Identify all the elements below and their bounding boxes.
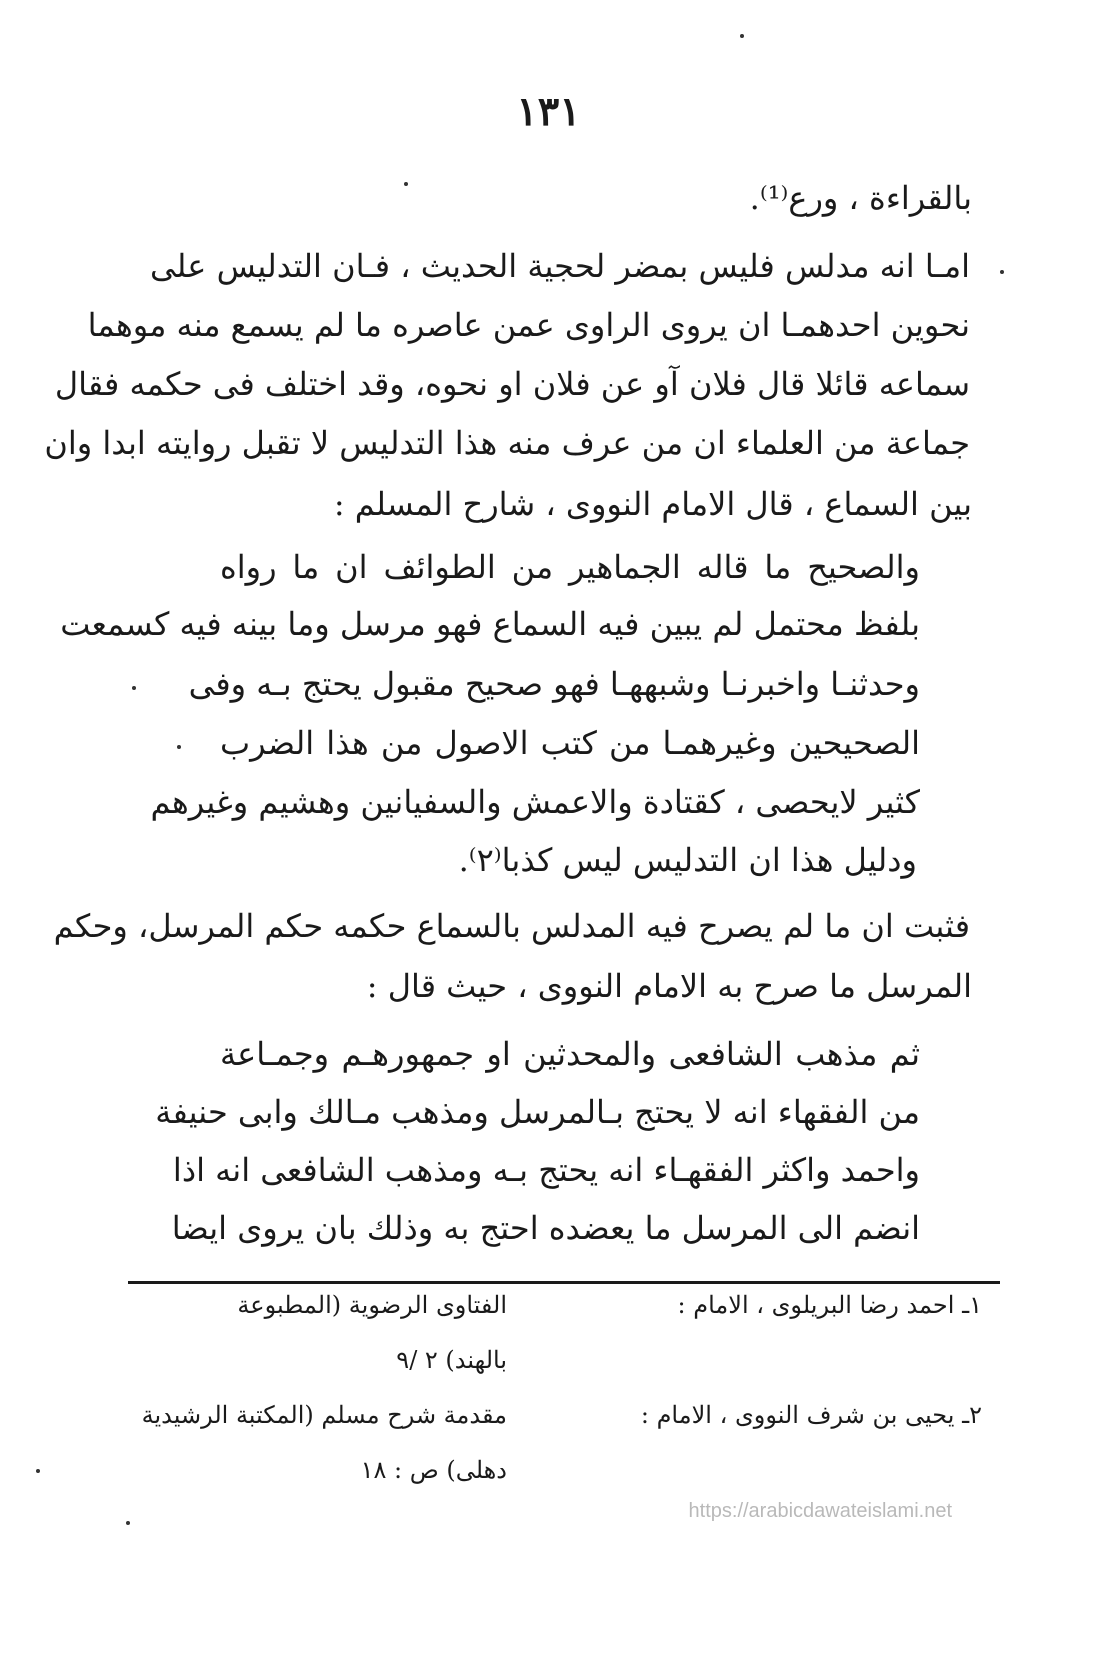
scan-speck: [126, 1521, 130, 1525]
footnote-divider: [128, 1281, 1000, 1284]
scan-speck: [1000, 270, 1004, 274]
footnote-source-continued: بالهند) ٢ /٩: [396, 1346, 507, 1374]
quote-line: وحدثنـا واخبرنـا وشبههـا فهو صحيح مقبول يحتج بـه وفى: [188, 665, 920, 703]
quote-line: والصحيح ما قاله الجماهير من الطوائف ان ما رواه: [220, 548, 920, 586]
text-line: بالقراءة ، ورع⁽¹⁾.: [749, 179, 972, 217]
text-line: نحوين احدهمـا ان يروى الراوى عمن عاصره ما لم يسمع منه موهما: [87, 306, 970, 344]
scan-speck: [404, 182, 408, 186]
watermark-url: https://arabicdawateislami.net: [688, 1500, 952, 1522]
quote-line: ثم مذهب الشافعى والمحدثين او جمهورهـم وجمـاعة: [220, 1035, 920, 1073]
quote-line: بلفظ محتمل لم يبين فيه السماع فهو مرسل وما بينه فيه كسمعت: [60, 605, 920, 643]
text-line: المرسل ما صرح به الامام النووى ، حيث قال :: [366, 967, 972, 1005]
text-line: بين السماع ، قال الامام النووى ، شارح المسلم :: [333, 485, 972, 523]
text-line: جماعة من العلماء ان من عرف منه هذا التدليس لا تقبل روايته ابدا وان: [44, 424, 970, 462]
footnote-author: ١ـ احمد رضا البريلوى ، الامام :: [677, 1291, 982, 1319]
footnote-source: الفتاوى الرضوية (المطبوعة: [237, 1291, 507, 1319]
quote-line: كثير لايحصى ، كقتادة والاعمش والسفيانين وهشيم وغيرهم: [150, 783, 920, 821]
page-number: ١٣١: [516, 88, 581, 135]
footnote-source: مقدمة شرح مسلم (المكتبة الرشيدية: [141, 1401, 507, 1429]
text-line: فثبت ان ما لم يصرح فيه المدلس بالسماع حكمه حكم المرسل، وحكم: [53, 907, 970, 945]
text-line: سماعه قائلا قال فلان آو عن فلان او نحوه، وقد اختلف فى حكمه فقال: [54, 365, 970, 403]
quote-line: من الفقهاء انه لا يحتج بـالمرسل ومذهب مـالك وابى حنيفة: [155, 1093, 920, 1131]
quote-line: انضم الى المرسل ما يعضده احتج به وذلك بان يروى ايضا: [171, 1209, 920, 1247]
footnote-author: ٢ـ يحيى بن شرف النووى ، الامام :: [640, 1401, 982, 1429]
quote-line: ودليل هذا ان التدليس ليس كذبا⁽٢⁾.: [458, 841, 917, 879]
scan-speck: [132, 686, 136, 690]
text-line: امـا انه مدلس فليس بمضر لحجية الحديث ، فـان التدليس على: [150, 247, 970, 285]
quote-line: الصحيحين وغيرهمـا من كتب الاصول من هذا الضرب: [220, 724, 920, 762]
scan-speck: [740, 34, 744, 38]
scan-speck: [177, 745, 181, 749]
footnote-source-continued: دهلى) ص : ١٨: [360, 1456, 507, 1484]
quote-line: واحمد واكثر الفقهـاء انه يحتج بـه ومذهب الشافعى انه اذا: [172, 1151, 920, 1189]
scan-speck: [36, 1469, 40, 1473]
